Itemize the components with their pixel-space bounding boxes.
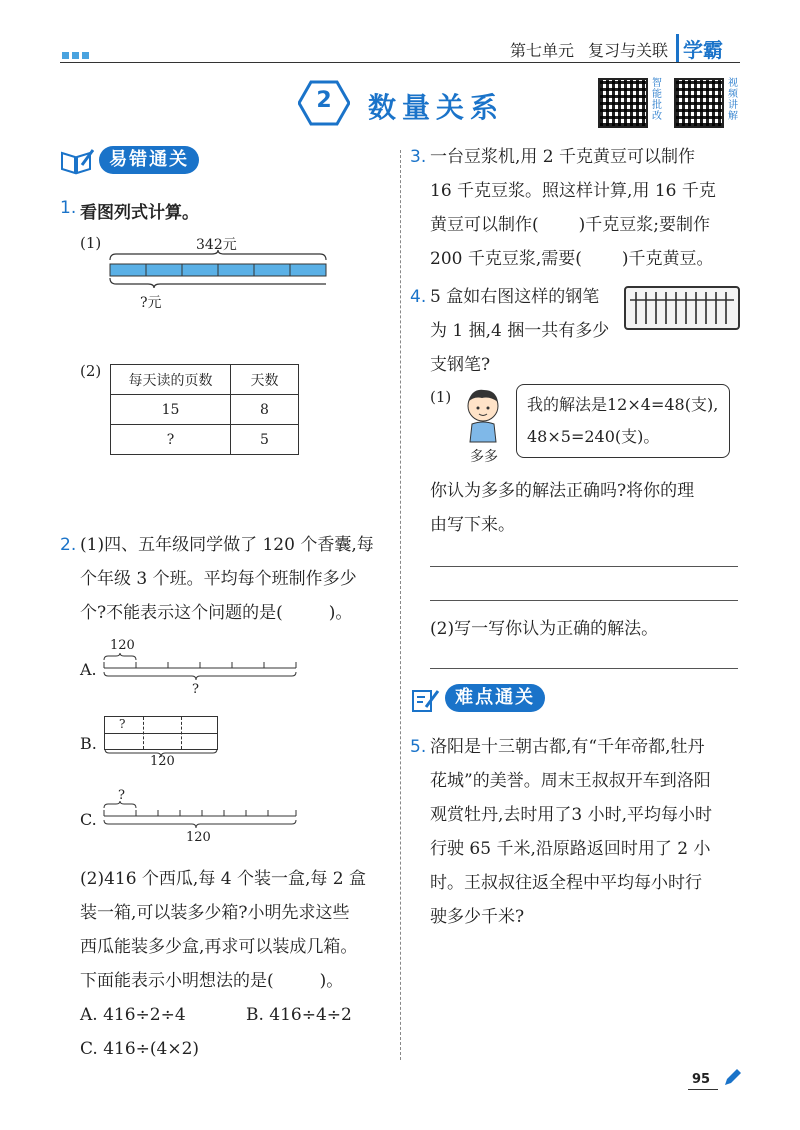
q5-line2: 花城”的美誉。周末王叔叔开车到洛阳 xyxy=(430,771,711,791)
lesson-number-badge xyxy=(298,80,350,126)
q4-line3: 支钢笔? xyxy=(430,355,491,375)
qr-code-grading[interactable] xyxy=(598,78,648,128)
table-cell: 15 xyxy=(111,395,231,425)
q3-line3 xyxy=(430,208,710,242)
table-cell: ? xyxy=(111,425,231,455)
q3-line4-a: 200 千克豆浆,需要( xyxy=(430,249,582,269)
q2-option-b-q: ? xyxy=(119,717,126,731)
q5-line3: 观赏牡丹,去时用了3 小时,平均每小时 xyxy=(430,805,713,825)
character-name: 多多 xyxy=(470,449,498,465)
q3-line4 xyxy=(430,242,714,276)
q2-p1-line2: 个年级 3 个班。平均每个班制作多少 xyxy=(80,569,357,589)
q3-line4-b: )千克黄豆。 xyxy=(621,249,714,269)
header-rule xyxy=(60,62,740,63)
q2-p2-line4-a: 下面能表示小明想法的是( xyxy=(80,971,274,991)
q2-choice-c[interactable]: C. 416÷(4×2) xyxy=(80,1039,200,1059)
section-easy-header xyxy=(60,146,199,175)
q1-p1-unknown: ?元 xyxy=(140,295,162,311)
q2-option-b-box xyxy=(104,716,218,750)
q1-p2-label: (2) xyxy=(80,362,102,380)
q5-line4: 行驶 65 千米,沿原路返回时用了 2 小 xyxy=(430,839,711,859)
q5-line6: 驶多少千米? xyxy=(430,907,525,927)
q1-p1-total: 342元 xyxy=(196,237,237,253)
header-unit: 第七单元 xyxy=(510,41,575,60)
qr-label-grading: 智能批改 xyxy=(652,78,662,122)
q4-line2: 为 1 捆,4 捆一共有多少 xyxy=(430,321,610,341)
q4-ask-line1: 你认为多多的解法正确吗?将你的理 xyxy=(430,481,695,501)
q3-line3-b: )千克豆浆;要制作 xyxy=(578,215,711,235)
q1-p1-label: (1) xyxy=(80,234,102,252)
q1-text: 看图列式计算。 xyxy=(80,203,199,223)
q2-choice-a[interactable]: A. 416÷2÷4 xyxy=(80,1005,186,1025)
q2-option-a-top: 120 xyxy=(110,638,135,653)
q1-number: 1. xyxy=(60,198,77,218)
q2-option-c-top: ? xyxy=(118,788,125,803)
bubble-line1: 我的解法是12×4=48(支), xyxy=(527,395,719,414)
header-section: 复习与关联 xyxy=(588,41,669,60)
book-pen-icon xyxy=(60,147,94,175)
q4-ask-line2: 由写下来。 xyxy=(430,515,515,535)
header-brand: 学霸 xyxy=(676,34,723,63)
answer-line[interactable] xyxy=(430,600,738,601)
pen-box-image xyxy=(624,286,740,330)
q2-option-a-label: A. xyxy=(80,660,97,679)
section-easy-title: 易错通关 xyxy=(99,146,199,174)
q2-number: 2. xyxy=(60,535,77,555)
q2-option-c-diagram xyxy=(102,800,298,834)
q5-line1: 洛阳是十三朝古都,有“千年帝都,牡丹 xyxy=(430,737,705,757)
q5-line5: 时。王叔叔往返全程中平均每小时行 xyxy=(430,873,702,893)
q2-option-a-bottom: ? xyxy=(192,682,199,697)
speech-bubble xyxy=(516,384,730,458)
q2-p1-line3-a: 个?不能表示这个问题的是( xyxy=(80,603,283,623)
page-number: 95 xyxy=(688,1072,718,1090)
answer-line[interactable] xyxy=(430,566,738,567)
q2-p1-line3 xyxy=(80,596,352,630)
section-hard-title: 难点通关 xyxy=(445,684,545,712)
q3-number: 3. xyxy=(410,147,427,167)
q2-option-c-label: C. xyxy=(80,810,97,829)
q4-line1: 5 盒如右图这样的钢笔 xyxy=(430,287,600,307)
q4-number: 4. xyxy=(410,287,427,307)
bubble-line2: 48×5=240(支)。 xyxy=(527,427,660,446)
q1-bar-diagram xyxy=(108,250,328,290)
answer-line[interactable] xyxy=(430,668,738,669)
column-divider xyxy=(400,150,401,1060)
q2-p1-line3-b: )。 xyxy=(328,603,353,623)
section-hard-header xyxy=(410,684,545,713)
qr-code-video[interactable] xyxy=(674,78,724,128)
q2-p1-line1: (1)四、五年级同学做了 120 个香囊,每 xyxy=(80,535,374,555)
q3-line3-a: 黄豆可以制作( xyxy=(430,215,539,235)
header-decoration xyxy=(62,44,92,63)
lesson-number: 2 xyxy=(316,88,332,113)
q3-line2: 16 千克豆浆。照这样计算,用 16 千克 xyxy=(430,181,716,201)
q2-p2-line2: 装一箱,可以装多少箱?小明先求这些 xyxy=(80,903,350,923)
qr-label-video: 视频讲解 xyxy=(728,78,738,122)
q2-option-c-bottom: 120 xyxy=(186,830,211,845)
q5-number: 5. xyxy=(410,737,427,757)
table-cell: 8 xyxy=(231,395,299,425)
q1-reading-table xyxy=(110,364,299,455)
q4-p1-label: (1) xyxy=(430,388,452,406)
q2-p2-line4 xyxy=(80,964,343,998)
pencil-note-icon xyxy=(410,685,440,713)
table-header-days: 天数 xyxy=(231,365,299,395)
q2-option-b-label: B. xyxy=(80,734,97,753)
boy-character-image xyxy=(458,384,508,444)
q2-p2-line3: 西瓜能装多少盒,再求可以装成几箱。 xyxy=(80,937,358,957)
q2-option-b-bottom: 120 xyxy=(150,754,175,769)
q2-p2-line4-b: )。 xyxy=(319,971,344,991)
q4-p2: (2)写一写你认为正确的解法。 xyxy=(430,619,659,639)
q3-line1: 一台豆浆机,用 2 千克黄豆可以制作 xyxy=(430,147,696,167)
q2-option-a-diagram xyxy=(102,652,298,686)
q2-choice-b[interactable]: B. 416÷4÷2 xyxy=(246,1005,352,1025)
q2-p2-line1: (2)416 个西瓜,每 4 个装一盒,每 2 盒 xyxy=(80,869,366,889)
table-header-pages: 每天读的页数 xyxy=(111,365,231,395)
table-cell: 5 xyxy=(231,425,299,455)
pencil-icon xyxy=(722,1068,742,1088)
page-title: 数量关系 xyxy=(368,91,505,124)
